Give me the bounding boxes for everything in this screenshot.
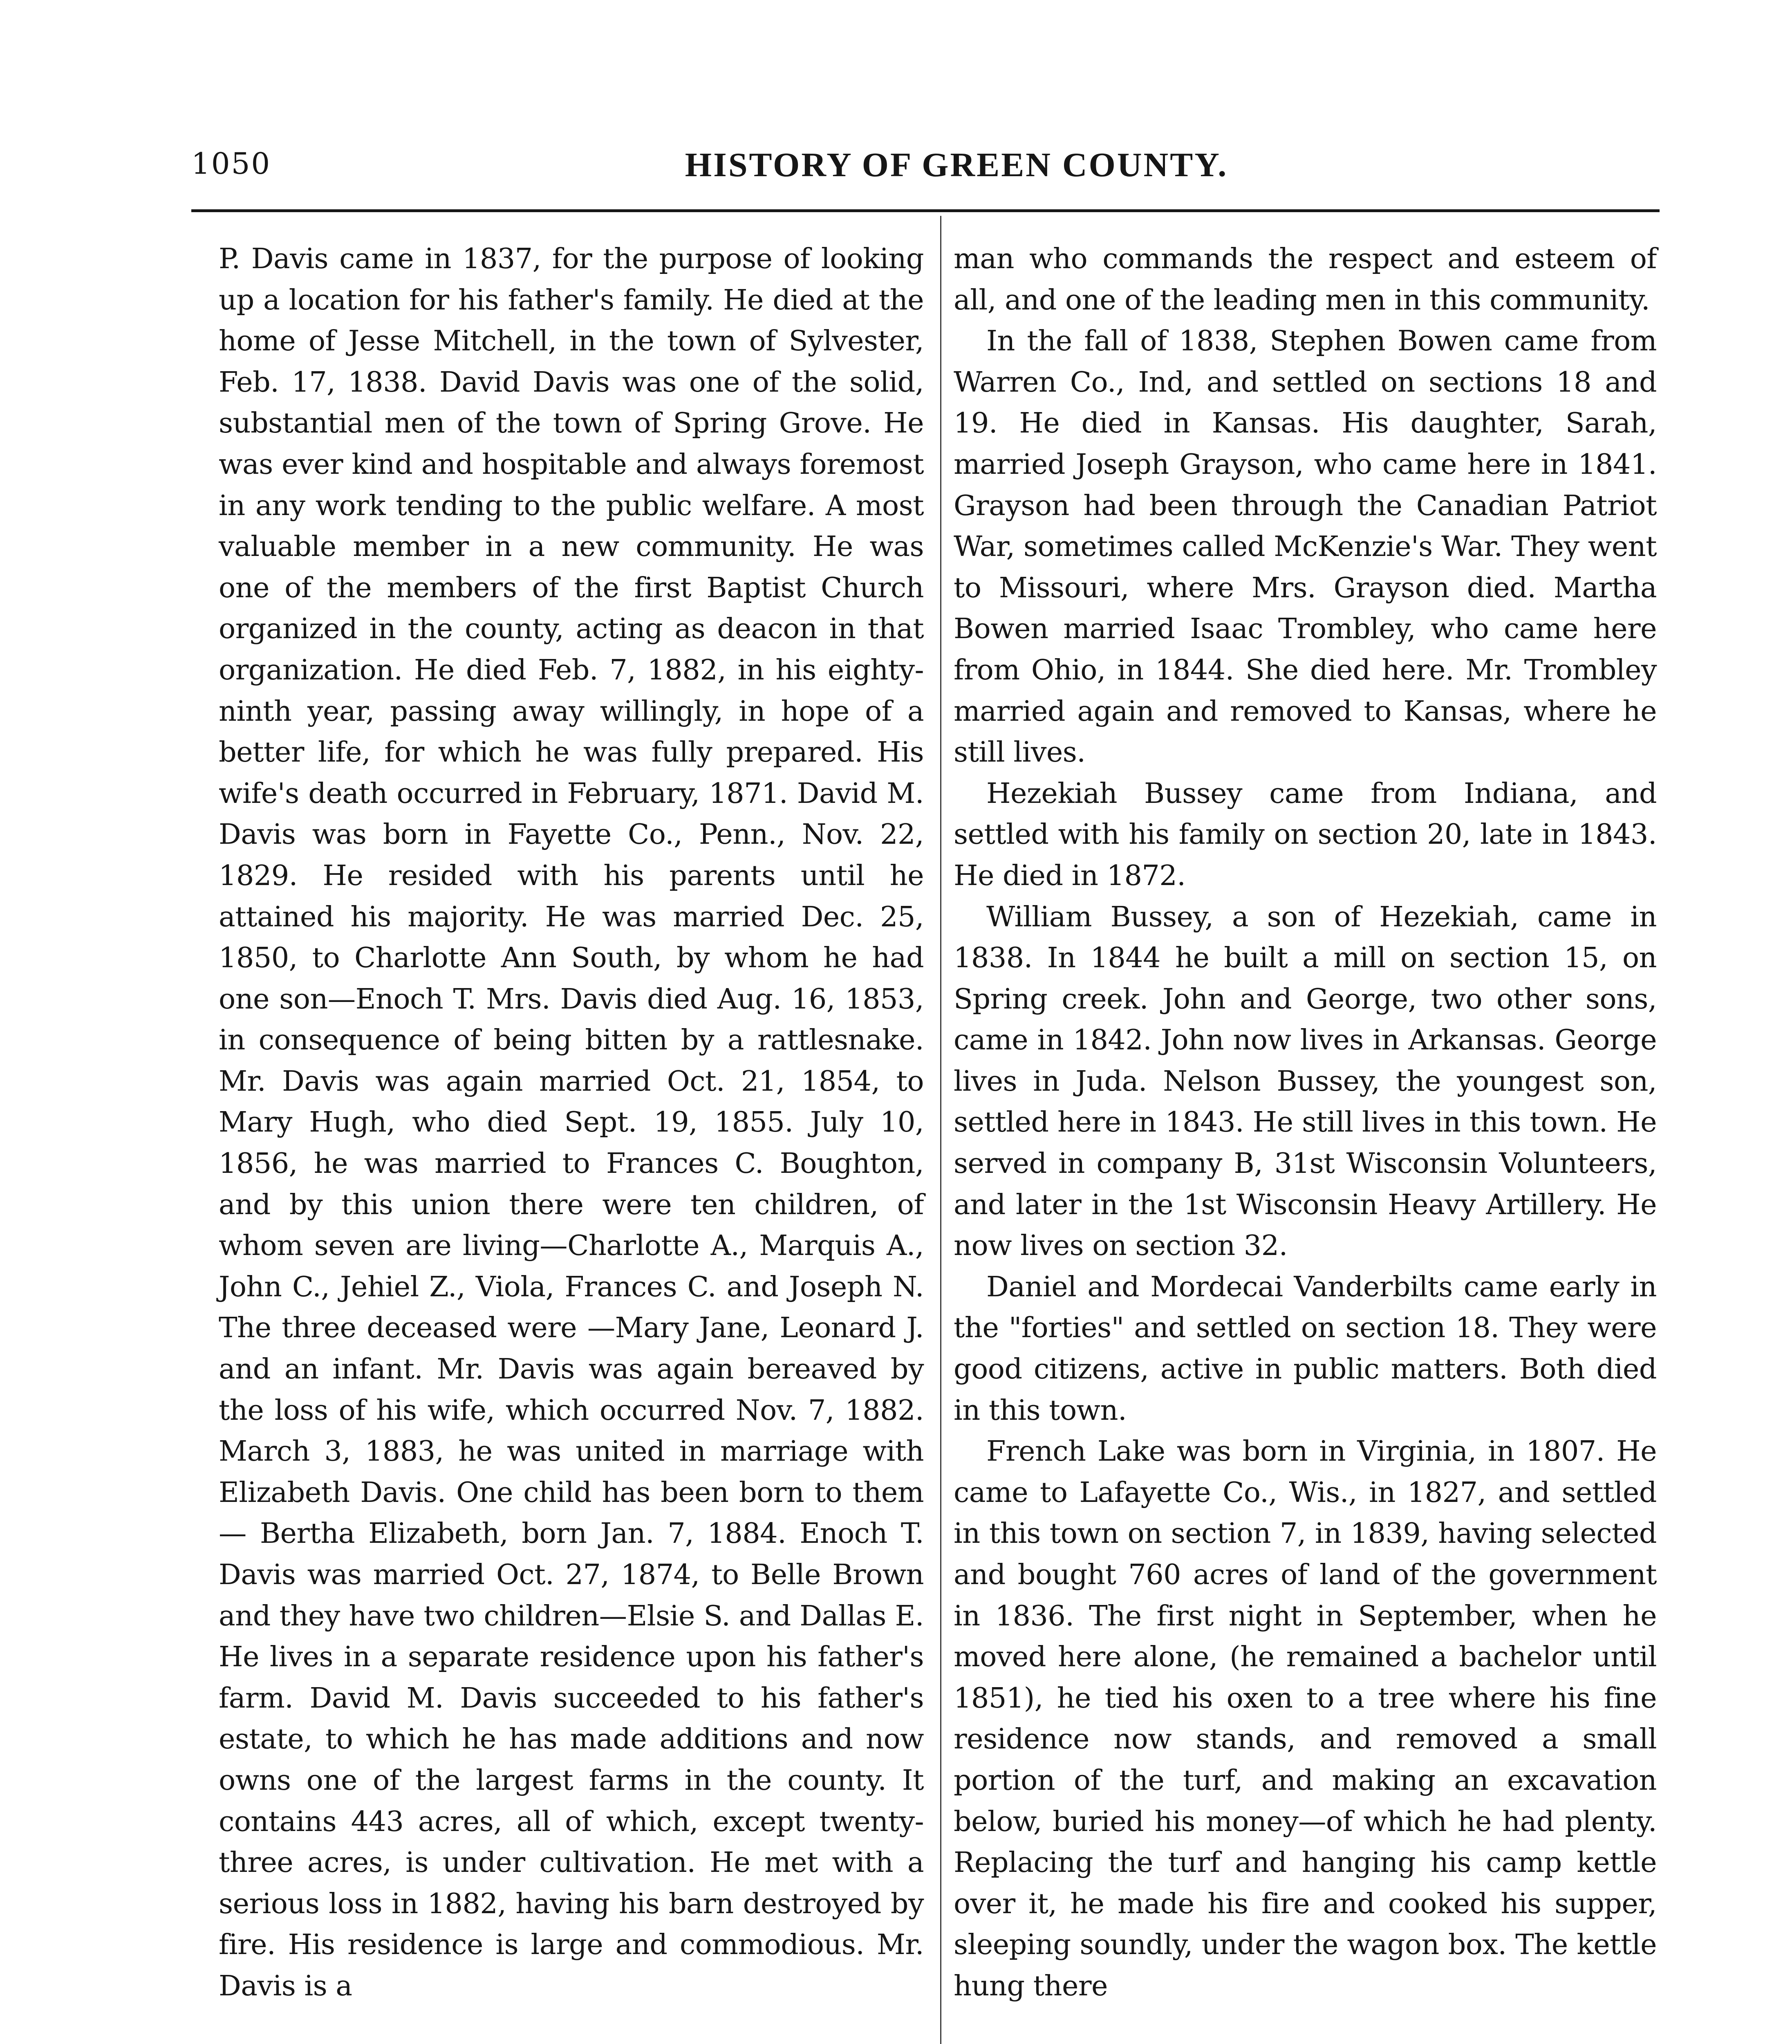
left-column xyxy=(219,239,924,2007)
paragraph: Daniel and Mordecai Vanderbilts came early in the "forties" and settled on section 18. They were good citizens, active in public matters. Both died in this town. xyxy=(954,1271,1657,1427)
running-title: HISTORY OF GREEN COUNTY. xyxy=(685,146,1228,184)
paragraph: Hezekiah Bussey came from Indiana, and settled with his family on section 20, late in 1843. He died in 1872. xyxy=(954,777,1657,892)
right-column xyxy=(954,239,1657,2007)
paragraph: William Bussey, a son of Hezekiah, came in 1838. In 1844 he built a mill on section 15, on Spring creek. John and George, two other sons, came in 1842. John now lives in Arkansas. George lives in Juda. Nelson Bussey, the youngest son, settled here in 1843. He still lives in this town. He served in company B, 31st Wisconsin Volunteers, and later in the 1st Wisconsin Heavy Artillery. He now lives on section 32. xyxy=(954,901,1657,1262)
header-rule xyxy=(191,209,1660,212)
paragraph: French Lake was born in Virginia, in 1807. He came to Lafayette Co., Wis., in 1827, and settled in this town on section 7, in 1839, having selected and bought 760 acres of land of the government in 1836. The first night in September, when he moved here alone, (he remained a bachelor until 1851), he tied his oxen to a tree where his fine residence now stands, and removed a small portion of the turf, and making an excavation below, buried his money—of which he had plenty. Replacing the turf and hanging his camp kettle over it, he made his fire and cooked his supper, sleeping soundly, under the wagon box. The kettle hung there xyxy=(954,1435,1657,2002)
page-number: 1050 xyxy=(191,146,271,181)
paragraph: man who commands the respect and esteem of all, and one of the leading men in this community. xyxy=(954,243,1657,316)
paragraph: In the fall of 1838, Stephen Bowen came from Warren Co., Ind, and settled on sections 18 and 19. He died in Kansas. His daughter, Sarah, married Joseph Grayson, who came here in 1841. Grayson had been through the Canadian Patriot War, sometimes called McKenzie's War. They went to Missouri, where Mrs. Grayson died. Martha Bowen married Isaac Trombley, who came here from Ohio, in 1844. She died here. Mr. Trombley married again and removed to Kansas, where he still lives. xyxy=(954,325,1657,769)
column-divider xyxy=(940,216,941,2044)
paragraph: P. Davis came in 1837, for the purpose of looking up a location for his father's family. He died at the home of Jesse Mitchell, in the town of Sylvester, Feb. 17, 1838. David Davis was one of the solid, substantial men of the town of Spring Grove. He was ever kind and hospitable and always foremost in any work tending to the public welfare. A most valuable member in a new community. He was one of the members of the first Baptist Church organized in the county, acting as deacon in that organization. He died Feb. 7, 1882, in his eighty-ninth year, passing away willingly, in hope of a better life, for which he was fully prepared. His wife's death occurred in February, 1871. David M. Davis was born in Fayette Co., Penn., Nov. 22, 1829. He resided with his parents until he attained his majority. He was married Dec. 25, 1850, to Charlotte Ann South, by whom he had one son—Enoch T. Mrs. Davis died Aug. 16, 1853, in consequence of being bitten by a rattlesnake. Mr. Davis was again married Oct. 21, 1854, to Mary Hugh, who died Sept. 19, 1855. July 10, 1856, he was married to Frances C. Boughton, and by this union there were ten children, of whom seven are living—Charlotte A., Marquis A., John C., Jehiel Z., Viola, Frances C. and Joseph N. The three deceased were —Mary Jane, Leonard J. and an infant. Mr. Davis was again bereaved by the loss of his wife, which occurred Nov. 7, 1882. March 3, 1883, he was united in marriage with Elizabeth Davis. One child has been born to them— Bertha Elizabeth, born Jan. 7, 1884. Enoch T. Davis was married Oct. 27, 1874, to Belle Brown and they have two children—Elsie S. and Dallas E. He lives in a separate residence upon his father's farm. David M. Davis succeeded to his father's estate, to which he has made additions and now owns one of the largest farms in the county. It contains 443 acres, all of which, except twenty-three acres, is under cultivation. He met with a serious loss in 1882, having his barn destroyed by fire. His residence is large and commodious. Mr. Davis is a xyxy=(219,243,924,2002)
